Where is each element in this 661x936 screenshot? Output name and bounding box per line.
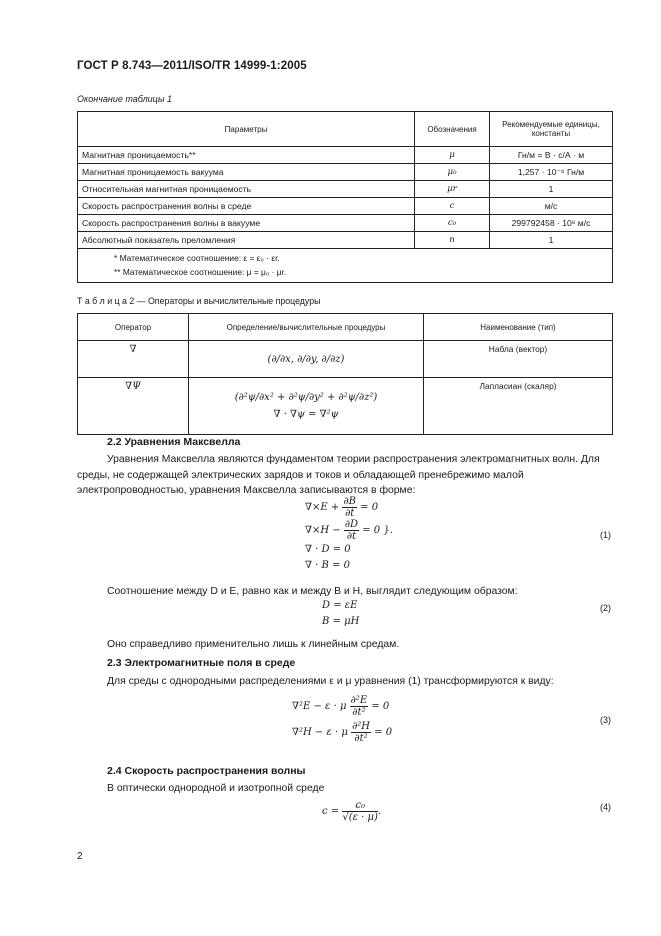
table2-header-definition: Определение/вычислительные процедуры [189, 314, 424, 341]
table-row [78, 215, 613, 232]
table1-cell: м/с [490, 198, 613, 215]
table1-note: * Математическое соотношение: ε = ε₀ · εr. [114, 253, 280, 263]
table1-header-params: Параметры [78, 112, 415, 147]
equation-number: (3) [600, 715, 611, 725]
table1-cell: Магнитная проницаемость** [78, 147, 415, 164]
equation-line: c = $\frac{\text{c₀}}{√(\varepsilon \cdot \mu)}$ . [322, 800, 382, 823]
document-header: ГОСТ Р 8.743—2011/ISO/TR 14999-1:2005 [77, 60, 307, 72]
paragraph: Для среды с однородными распределениями ε и μ уравнения (1) трансформируются к виду: [107, 676, 554, 687]
equation-number: (4) [600, 802, 611, 812]
table2 [77, 313, 613, 435]
table2-definition: (∂/∂x, ∂/∂y, ∂/∂z) [189, 341, 424, 378]
paragraph: Оно справедливо применительно лишь к линейным средам. [107, 639, 400, 650]
table2-header-operator: Оператор [78, 314, 189, 341]
table1-cell: 1,257 · 10⁻⁶ Гн/м [490, 164, 613, 181]
table1-note: ** Математическое соотношение: μ = μ₀ · μr. [114, 267, 287, 277]
paragraph: В оптически однородной и изотропной среде [107, 783, 325, 794]
table1-header-symbols: Обозначения [415, 112, 490, 147]
table1-cell: 1 [490, 181, 613, 198]
table2-header-name: Наименование (тип) [424, 314, 613, 341]
equation-number: (1) [600, 530, 611, 540]
equation-number: (2) [600, 603, 611, 613]
equation-line: ∇×H − $\frac{\partial D}{\partial t}$ = 0 }. [305, 519, 393, 542]
table2-name: Набла (вектор) [424, 341, 613, 378]
section-title: 2.3 Электромагнитные поля в среде [107, 657, 296, 669]
equation-line: ∇ · B = 0 [305, 560, 350, 571]
table1-cell: c₀ [415, 215, 490, 232]
table1-header-units: Рекомендуемые единицы, константы [490, 112, 613, 147]
table-row [78, 198, 613, 215]
table2-operator: ∇Ψ [78, 378, 189, 435]
paragraph: Соотношение между D и E, равно как и между B и H, выглядит следующим образом: [107, 586, 518, 597]
table1-cell: Скорость распространения волны в вакууме [78, 215, 415, 232]
table1-cell: Магнитная проницаемость вакуума [78, 164, 415, 181]
equation-line: ∇²H − ε · μ $\frac{\text{∂²H}}{\text{∂t²}}$ = 0 [292, 721, 393, 744]
table1-cell: 1 [490, 232, 613, 249]
table1-cell: n [415, 232, 490, 249]
table1-cell: μr [415, 181, 490, 198]
page-number: 2 [77, 851, 83, 862]
table1-cell: μ [415, 147, 490, 164]
equation-line: ∇ · D = 0 [305, 544, 351, 555]
table1-notes [77, 247, 613, 283]
table2-definition-cell [189, 378, 424, 435]
section-title: 2.4 Скорость распространения волны [107, 765, 306, 777]
equation-line: ∇×E + $\frac{\partial B}{\partial t}$ = 0 [305, 496, 379, 519]
paragraph: Уравнения Максвелла являются фундаментом теории распространения электромагнитных волн. Для среды, не содержащей электрических зарядов и токов и обладающей пренебрежимо малой электропроводностью, уравнения Максвелла записываются в форме: [77, 454, 600, 496]
table1-cell: 299792458 · 10⁸ м/с [490, 215, 613, 232]
table2-name: Лапласиан (скаляр) [424, 378, 613, 435]
table2-definition: (∂²ψ/∂x² + ∂²ψ/∂y² + ∂²ψ/∂z²) [234, 392, 378, 403]
table1-cell: Скорость распространения волны в среде [78, 198, 415, 215]
table-row [78, 181, 613, 198]
table-row [78, 378, 613, 435]
table-row [78, 164, 613, 181]
maxwell-equations [305, 496, 425, 574]
equation-line: B = μH [322, 616, 360, 627]
table-row [78, 232, 613, 249]
table2-definition-2: ∇ · ∇ψ = ∇²ψ [273, 409, 339, 420]
table-row [78, 147, 613, 164]
table1-cell: c [415, 198, 490, 215]
table2-operator: ∇ [78, 341, 189, 378]
section-title: 2.2 Уравнения Максвелла [107, 436, 241, 448]
equation-line: D = εE [322, 600, 358, 611]
table1-cell: μ₀ [415, 164, 490, 181]
table1-cell: Абсолютный показатель преломления [78, 232, 415, 249]
field-equations [292, 694, 422, 746]
table-row [78, 341, 613, 378]
table1-cell: Относительная магнитная проницаемость [78, 181, 415, 198]
table1 [77, 111, 613, 249]
table1-caption: Окончание таблицы 1 [77, 94, 172, 104]
equation-line: ∇²E − ε · μ $\frac{\text{∂²E}}{\text{∂t²}}$ = 0 [292, 695, 390, 718]
table2-caption: Т а б л и ц а 2 — Операторы и вычислительные процедуры [77, 296, 321, 306]
table1-cell: Гн/м = В · с/А · м [490, 147, 613, 164]
